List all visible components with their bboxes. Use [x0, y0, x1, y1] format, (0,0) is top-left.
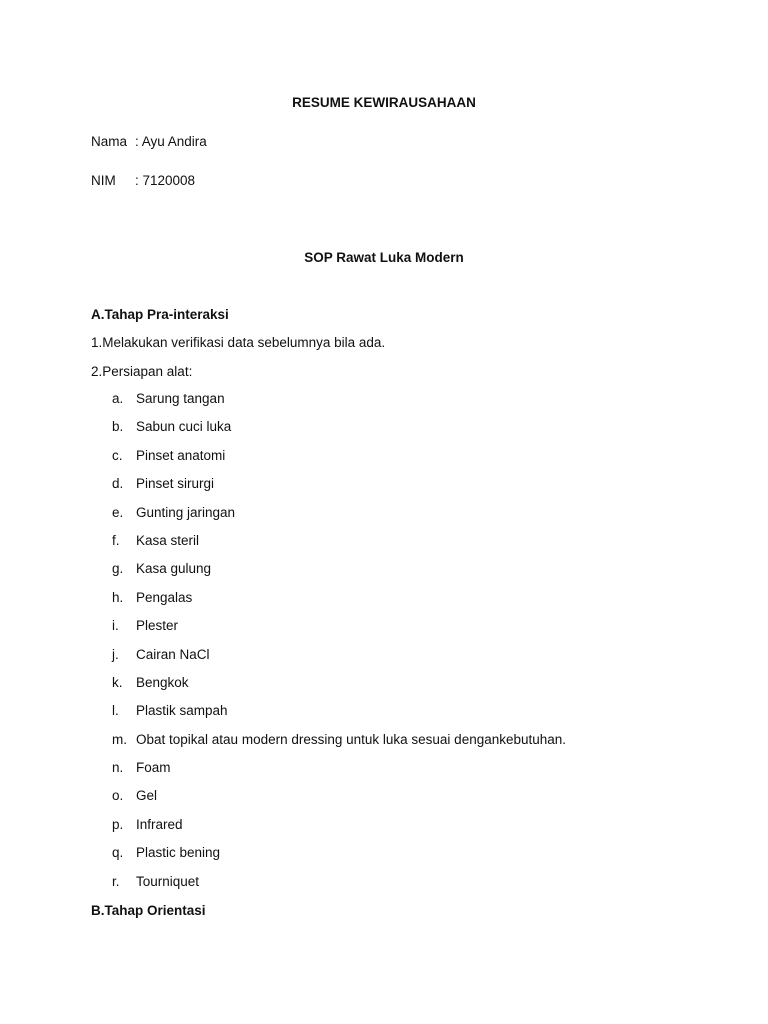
- tools-list: [0, 390, 768, 901]
- list-item-text: Cairan NaCl: [136, 646, 210, 662]
- list-item: [0, 532, 768, 560]
- list-marker: b.: [112, 419, 124, 435]
- step-2-text: 2.Persiapan alat:: [91, 364, 193, 379]
- document-subtitle: SOP Rawat Luka Modern: [304, 250, 464, 265]
- list-item-text: Pengalas: [136, 589, 193, 605]
- list-item: [0, 504, 768, 532]
- list-item-text: Bengkok: [136, 674, 189, 690]
- nim-label: NIM: [91, 173, 116, 188]
- list-marker: j.: [112, 646, 119, 662]
- list-item: [0, 475, 768, 503]
- step-1-text: 1.Melakukan verifikasi data sebelumnya bila ada.: [91, 335, 386, 350]
- list-item: [0, 873, 768, 901]
- list-item: [0, 589, 768, 617]
- list-item: [0, 390, 768, 418]
- name-value: : Ayu Andira: [135, 134, 207, 149]
- document-title: RESUME KEWIRAUSAHAAN: [292, 95, 476, 110]
- list-item: [0, 844, 768, 872]
- list-marker: e.: [112, 504, 124, 520]
- list-item-text: Foam: [136, 760, 171, 776]
- list-item-text: Infrared: [136, 816, 183, 832]
- list-item: [0, 646, 768, 674]
- list-item-text: Kasa gulung: [136, 561, 212, 577]
- list-item: [0, 447, 768, 475]
- list-marker: a.: [112, 391, 124, 406]
- list-item: [0, 759, 768, 787]
- list-item-text: Pinset anatomi: [136, 447, 226, 463]
- list-marker: m.: [112, 731, 127, 747]
- section-a-heading: A.Tahap Pra-interaksi: [91, 307, 229, 322]
- list-marker: d.: [112, 476, 124, 492]
- list-marker: h.: [112, 589, 124, 605]
- list-item-text: Plastik sampah: [136, 703, 228, 719]
- section-b-heading: B.Tahap Orientasi: [91, 903, 206, 918]
- list-item-text: Obat topikal atau modern dressing untuk luka sesuai dengankebutuhan.: [136, 731, 567, 747]
- list-item-text: Gunting jaringan: [136, 504, 236, 520]
- list-item: [0, 617, 768, 645]
- list-item-text: Sabun cuci luka: [136, 419, 232, 435]
- list-item: [0, 787, 768, 815]
- list-marker: o.: [112, 788, 124, 804]
- list-marker: l.: [112, 703, 119, 719]
- list-item: [0, 702, 768, 730]
- list-item-text: Gel: [136, 788, 158, 804]
- list-marker: r.: [112, 873, 120, 889]
- list-marker: q.: [112, 845, 124, 861]
- list-marker: c.: [112, 447, 123, 463]
- list-marker: p.: [112, 816, 124, 832]
- list-item-text: Pinset sirurgi: [136, 476, 215, 492]
- list-marker: k.: [112, 674, 123, 690]
- list-item: [0, 674, 768, 702]
- list-item: [0, 560, 768, 588]
- list-marker: i.: [112, 618, 119, 634]
- list-item: [0, 418, 768, 446]
- list-marker: f.: [112, 532, 120, 548]
- list-marker: g.: [112, 561, 124, 577]
- list-item: [0, 731, 768, 759]
- nim-value: : 7120008: [135, 173, 196, 188]
- list-item-text: Tourniquet: [136, 873, 200, 889]
- list-item: [0, 816, 768, 844]
- list-item-text: Sarung tangan: [136, 391, 225, 406]
- list-marker: n.: [112, 760, 124, 776]
- list-item-text: Kasa steril: [136, 532, 200, 548]
- list-item-text: Plester: [136, 618, 179, 634]
- name-label: Nama: [91, 134, 128, 149]
- list-item-text: Plastic bening: [136, 845, 221, 861]
